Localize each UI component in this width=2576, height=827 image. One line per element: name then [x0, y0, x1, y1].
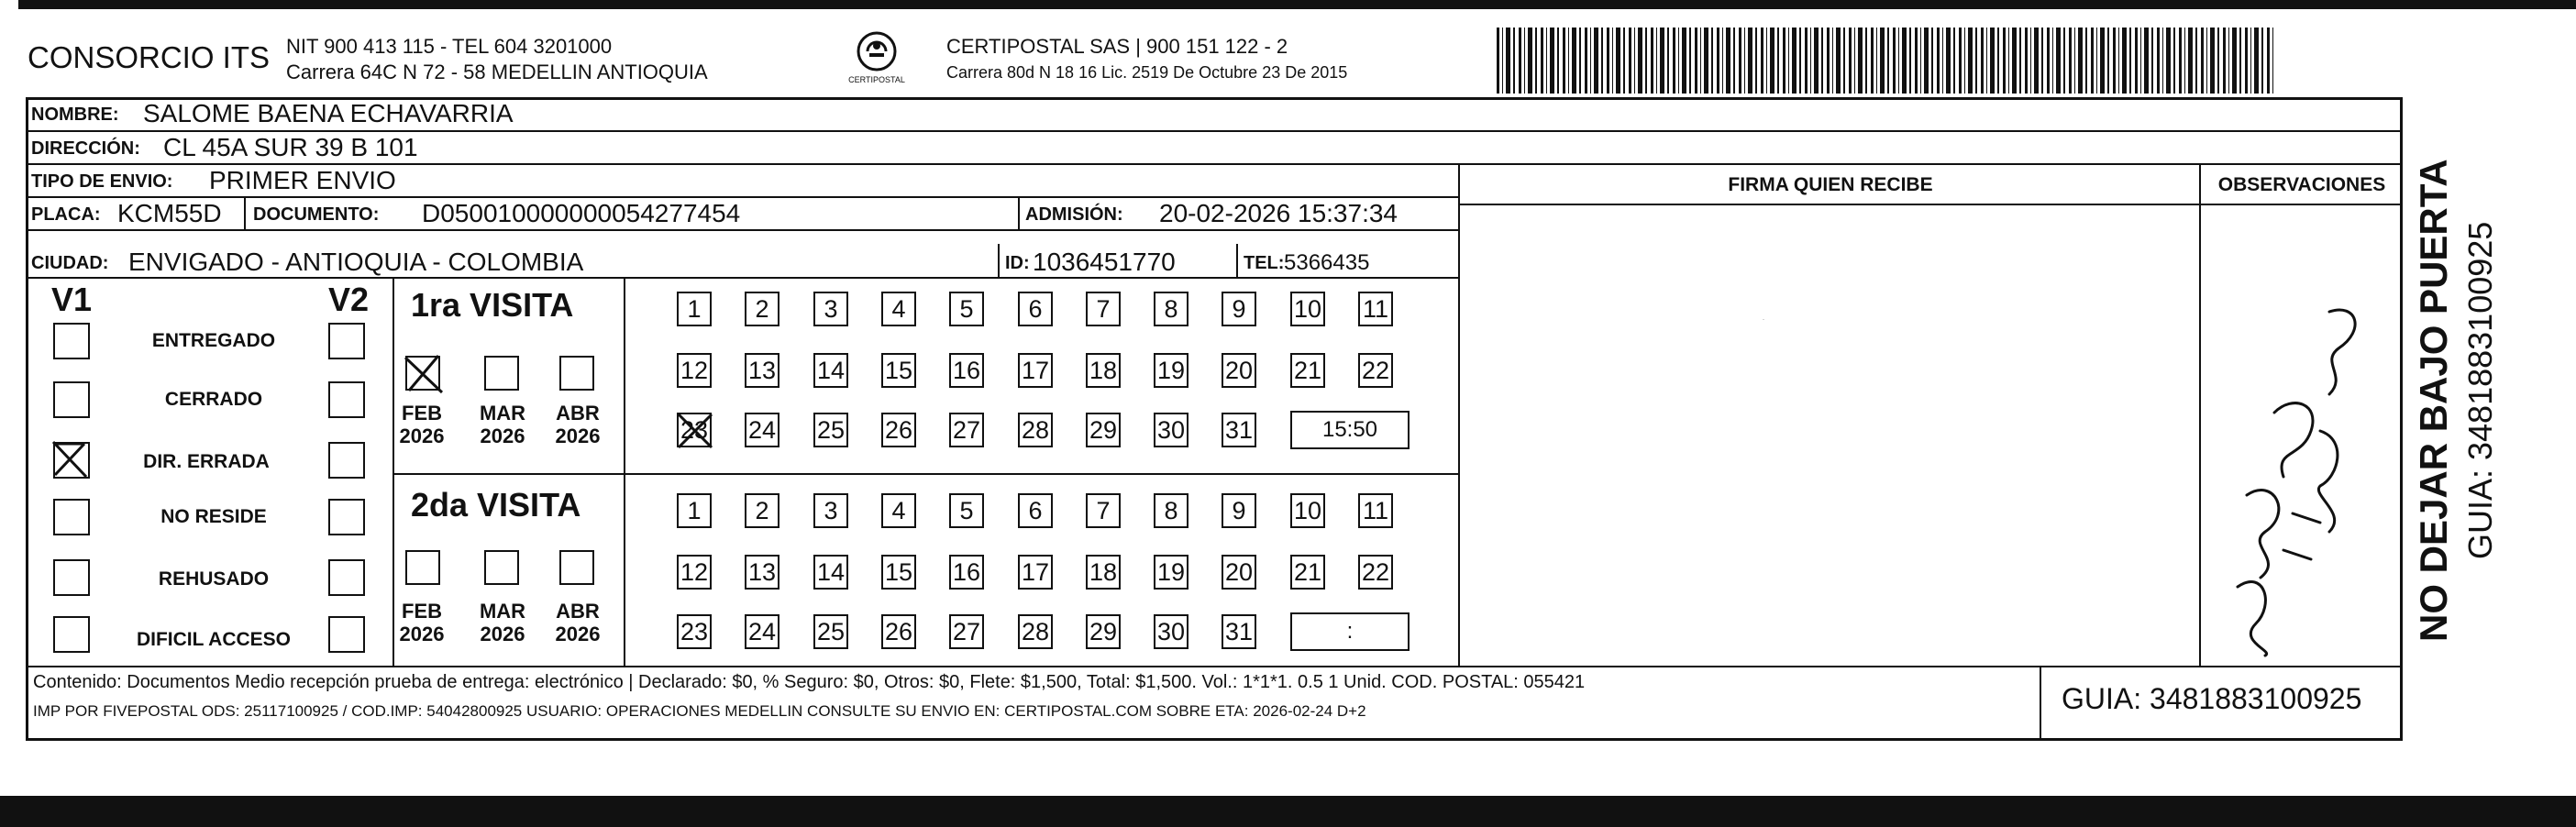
visit2-day-box[interactable]: 24	[745, 614, 779, 649]
visit2-day-box[interactable]: 4	[881, 493, 916, 528]
visit2-title: 2da VISITA	[411, 486, 581, 524]
month-name: MAR	[479, 600, 526, 623]
row-nombre	[26, 97, 2403, 132]
visit1-day-box[interactable]: 10	[1290, 292, 1325, 326]
documento-label: DOCUMENTO:	[253, 204, 380, 225]
visit1-day-box[interactable]: 2	[745, 292, 779, 326]
visit2-day-box[interactable]: 19	[1154, 555, 1188, 590]
month-name: FEB	[402, 402, 442, 425]
barcode	[1497, 28, 2276, 94]
visit2-month-abr-checkbox[interactable]	[559, 550, 594, 585]
v2-dir-errada-checkbox[interactable]	[328, 442, 365, 479]
visit2-day-box[interactable]: 2	[745, 493, 779, 528]
visit1-day-box[interactable]: 7	[1086, 292, 1121, 326]
company-address: Carrera 64C N 72 - 58 MEDELLIN ANTIOQUIA	[286, 61, 708, 83]
visit2-day-box[interactable]: 26	[881, 614, 916, 649]
visit2-day-box[interactable]: 7	[1086, 493, 1121, 528]
visit2-day-box[interactable]: 14	[813, 555, 848, 590]
placa-label: PLACA:	[31, 204, 101, 225]
visit1-month-mar-checkbox[interactable]	[484, 356, 519, 391]
ciudad-label: CIUDAD:	[31, 253, 109, 273]
visit2-day-box[interactable]: 17	[1018, 555, 1053, 590]
id-value: 1036451770	[1033, 248, 1176, 276]
signature-box	[1460, 205, 2199, 666]
visit2-month-feb-checkbox[interactable]	[405, 550, 440, 585]
checkmark-x-icon	[675, 411, 715, 451]
visit1-day-box[interactable]: 28	[1018, 413, 1053, 447]
visit1-day-box[interactable]: 20	[1222, 353, 1256, 388]
visit1-day-box[interactable]: 18	[1086, 353, 1121, 388]
visit1-day-box[interactable]: 19	[1154, 353, 1188, 388]
visit2-day-box[interactable]: 8	[1154, 493, 1188, 528]
visit1-day-box[interactable]: 31	[1222, 413, 1256, 447]
footer-divider	[26, 666, 2403, 667]
admision-label: ADMISIÓN:	[1025, 204, 1123, 225]
visit1-day-box[interactable]: 15	[881, 353, 916, 388]
carrier-address: Carrera 80d N 18 16 Lic. 2519 De Octubre 23 De 2015	[946, 63, 1348, 82]
firma-header: FIRMA QUIEN RECIBE	[1728, 174, 1933, 195]
visit1-day-box[interactable]: 16	[949, 353, 984, 388]
visit1-day-box[interactable]: 9	[1222, 292, 1256, 326]
handwritten-signature	[2219, 293, 2375, 660]
visit1-day-box[interactable]: 17	[1018, 353, 1053, 388]
visit1-day-box[interactable]: 24	[745, 413, 779, 447]
visit2-day-box[interactable]: 20	[1222, 555, 1256, 590]
visit1-day-box[interactable]: 11	[1358, 292, 1393, 326]
visit1-day-box[interactable]: 13	[745, 353, 779, 388]
certipostal-logo-icon	[853, 28, 901, 75]
visit1-day-box[interactable]: 25	[813, 413, 848, 447]
v1-cerrado-checkbox[interactable]	[53, 381, 90, 418]
visit2-day-box[interactable]: 25	[813, 614, 848, 649]
visit1-day-box[interactable]: 1	[677, 292, 712, 326]
stray-dot: ·	[1763, 317, 1764, 323]
ciudad-value: ENVIGADO - ANTIOQUIA - COLOMBIA	[128, 248, 584, 276]
visit2-day-box[interactable]: 22	[1358, 555, 1393, 590]
v2-entregado-checkbox[interactable]	[328, 323, 365, 359]
month-year: 2026	[480, 425, 525, 447]
id-label: ID:	[1005, 253, 1030, 273]
tipo-envio-value: PRIMER ENVIO	[209, 166, 396, 194]
visit2-day-box[interactable]: 27	[949, 614, 984, 649]
visit1-day-box[interactable]: 29	[1086, 413, 1121, 447]
visit1-day-box[interactable]: 4	[881, 292, 916, 326]
v2-dificil-acceso-checkbox[interactable]	[328, 616, 365, 653]
visit1-month-feb-label	[394, 402, 449, 447]
v2-cerrado-checkbox[interactable]	[328, 381, 365, 418]
visit2-day-box[interactable]: 23	[677, 614, 712, 649]
observaciones-column-left-border	[2199, 165, 2201, 667]
visit1-month-abr-label	[550, 402, 605, 447]
direccion-value: CL 45A SUR 39 B 101	[163, 133, 418, 161]
documento-value: D050010000000054277454	[422, 199, 741, 227]
row-ciudad	[26, 231, 1460, 279]
visit2-day-box[interactable]: 5	[949, 493, 984, 528]
month-year: 2026	[399, 623, 445, 645]
visit2-day-box[interactable]: 9	[1222, 493, 1256, 528]
v1-entregado-checkbox[interactable]	[53, 323, 90, 359]
visit1-day-box[interactable]: 26	[881, 413, 916, 447]
visit-divider	[392, 473, 1460, 475]
month-column-right-border	[624, 279, 625, 667]
tel-value: 5366435	[1284, 250, 1370, 275]
visit2-day-box[interactable]: 30	[1154, 614, 1188, 649]
footer-line2: IMP POR FIVEPOSTAL ODS: 25117100925 / COD.IMP: 54042800925 USUARIO: OPERACIONES MEDELLIN CONSULTE SU ENVIO EN: CERTIPOSTAL.COM SOBRE ETA: 2026-02-24 D+2	[33, 702, 1366, 720]
no-dejar-bajo-puerta-note: NO DEJAR BAJO PUERTA	[2412, 159, 2455, 642]
visit2-day-box[interactable]: 15	[881, 555, 916, 590]
visit1-day-box[interactable]: 8	[1154, 292, 1188, 326]
status-no-reside-label: NO RESIDE	[160, 506, 267, 527]
row-direccion	[26, 132, 2403, 165]
v1-dir-errada-checkbox[interactable]	[53, 442, 90, 479]
side-guia-number: GUIA: 3481883100925	[2461, 221, 2499, 559]
month-year: 2026	[480, 623, 525, 645]
company-name: CONSORCIO ITS	[28, 40, 271, 74]
v2-no-reside-checkbox[interactable]	[328, 499, 365, 535]
v1-rehusado-checkbox[interactable]	[53, 559, 90, 596]
visit1-day-box[interactable]: 23	[677, 413, 712, 447]
visit2-day-box[interactable]: 6	[1018, 493, 1053, 528]
v1-no-reside-checkbox[interactable]	[53, 499, 90, 535]
visit1-day-box[interactable]: 3	[813, 292, 848, 326]
visit2-day-box[interactable]: 3	[813, 493, 848, 528]
direccion-label: DIRECCIÓN:	[31, 138, 140, 159]
admision-value: 20-02-2026 15:37:34	[1159, 199, 1398, 227]
visit1-time-box[interactable]: 15:50	[1290, 411, 1410, 449]
month-name: ABR	[556, 600, 600, 623]
divider	[244, 198, 246, 229]
row-tipo-envio	[26, 165, 1460, 198]
tel-label: TEL:	[1244, 253, 1285, 273]
visit2-day-box[interactable]: 13	[745, 555, 779, 590]
month-name: FEB	[402, 600, 442, 623]
visit1-month-feb-checkbox[interactable]	[405, 356, 440, 391]
visit1-day-box[interactable]: 27	[949, 413, 984, 447]
visit1-day-box[interactable]: 14	[813, 353, 848, 388]
visit2-day-box[interactable]: 16	[949, 555, 984, 590]
visit2-day-box[interactable]: 10	[1290, 493, 1325, 528]
visit2-day-box[interactable]: 12	[677, 555, 712, 590]
visit1-title: 1ra VISITA	[411, 286, 574, 324]
visit1-month-abr-checkbox[interactable]	[559, 356, 594, 391]
visit1-day-box[interactable]: 6	[1018, 292, 1053, 326]
divider	[1236, 244, 1238, 277]
bottom-border-bar	[0, 796, 2576, 827]
visit2-day-box[interactable]: 1	[677, 493, 712, 528]
guia-footer-box: GUIA: 3481883100925	[2062, 682, 2362, 715]
visit2-day-box[interactable]: 28	[1018, 614, 1053, 649]
status-dificil-acceso-label: DIFICIL ACCESO	[136, 629, 291, 650]
checkmark-x-icon	[51, 440, 88, 477]
placa-value: KCM55D	[117, 199, 222, 227]
nombre-value: SALOME BAENA ECHAVARRIA	[143, 99, 514, 127]
v1-dificil-acceso-checkbox[interactable]	[53, 616, 90, 653]
visit2-day-box[interactable]: 31	[1222, 614, 1256, 649]
month-name: MAR	[479, 402, 526, 425]
v2-rehusado-checkbox[interactable]	[328, 559, 365, 596]
visit1-day-box[interactable]: 22	[1358, 353, 1393, 388]
visit1-day-box[interactable]: 21	[1290, 353, 1325, 388]
month-year: 2026	[555, 623, 601, 645]
visit1-day-box[interactable]: 30	[1154, 413, 1188, 447]
footer-line1: Contenido: Documentos Medio recepción prueba de entrega: electrónico | Declarado: $0, % Seguro: $0, Otros: $0, Flete: $1,500, Total: $1,500. Vol.: 1*1*1. 0.5 1 Unid. COD. POSTAL: 055421	[33, 672, 1586, 692]
v2-header: V2	[328, 281, 370, 318]
visit2-day-box[interactable]: 18	[1086, 555, 1121, 590]
company-nit-tel: NIT 900 413 115 - TEL 604 3201000	[286, 35, 613, 58]
visit2-month-mar-checkbox[interactable]	[484, 550, 519, 585]
month-name: ABR	[556, 402, 600, 425]
carrier-name: CERTIPOSTAL SAS | 900 151 122 - 2	[946, 35, 1288, 58]
visit2-day-box[interactable]: 21	[1290, 555, 1325, 590]
checkmark-x-icon	[404, 354, 444, 394]
tipo-envio-label: TIPO DE ENVIO:	[31, 171, 173, 192]
divider	[1018, 198, 1020, 229]
visit2-month-abr-label	[550, 600, 605, 645]
visit2-day-box[interactable]: 29	[1086, 614, 1121, 649]
visit2-day-box[interactable]: 11	[1358, 493, 1393, 528]
visit1-day-box[interactable]: 12	[677, 353, 712, 388]
visit1-month-mar-label	[475, 402, 530, 447]
status-dir-errada-label: DIR. ERRADA	[143, 451, 270, 472]
month-year: 2026	[555, 425, 601, 447]
status-entregado-label: ENTREGADO	[151, 330, 276, 351]
nombre-label: NOMBRE:	[31, 105, 119, 125]
visit2-time-box[interactable]: :	[1290, 612, 1410, 651]
logo-text: CERTIPOSTAL	[848, 75, 905, 84]
visit1-day-box[interactable]: 5	[949, 292, 984, 326]
status-cerrado-label: CERRADO	[164, 389, 263, 410]
month-year: 2026	[399, 425, 445, 447]
divider	[2040, 666, 2041, 741]
v1-header: V1	[51, 281, 93, 318]
observaciones-header: OBSERVACIONES	[2217, 174, 2386, 195]
status-rehusado-label: REHUSADO	[158, 568, 270, 590]
visit2-month-mar-label	[475, 600, 530, 645]
row-placa	[26, 198, 1460, 231]
divider	[998, 244, 1000, 277]
top-border-bar	[18, 0, 2576, 9]
visit2-month-feb-label	[394, 600, 449, 645]
